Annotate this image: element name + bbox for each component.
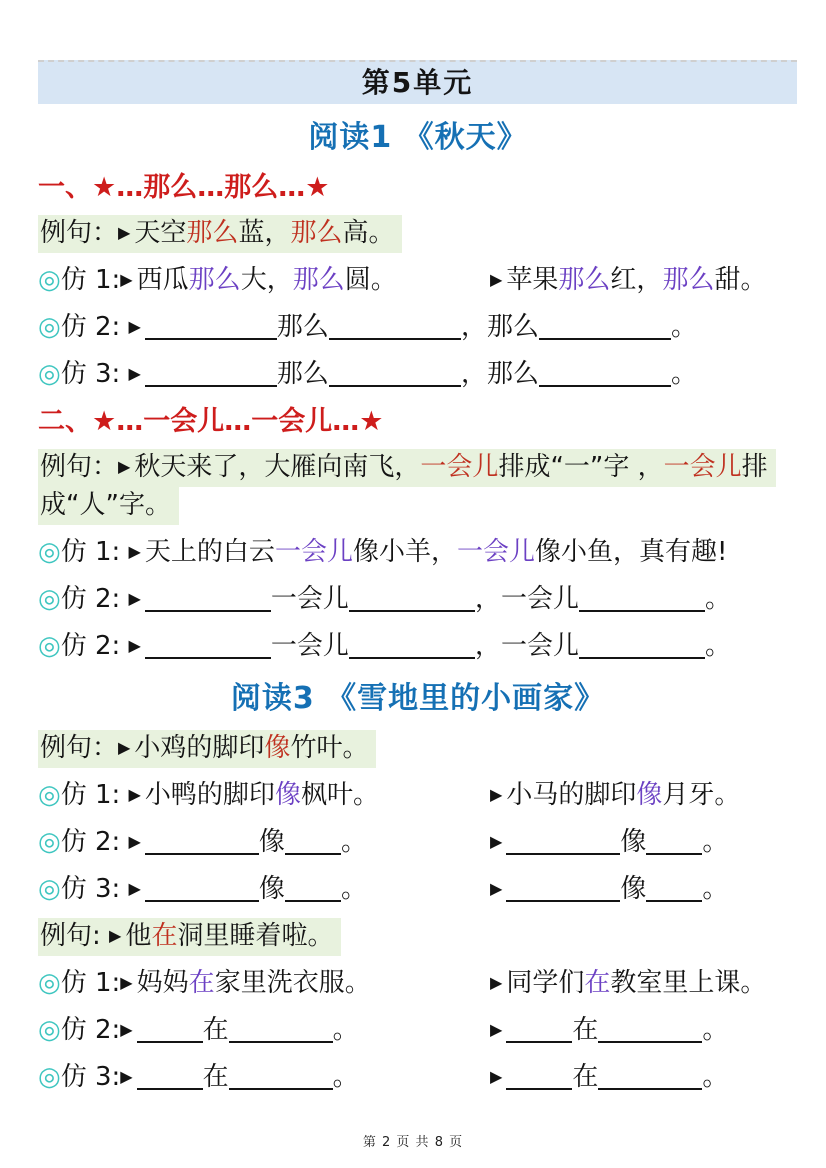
triangle-bullet-icon: ▶	[490, 1067, 503, 1086]
triangle-bullet-icon: ▶	[128, 542, 141, 561]
text-segment: 仿 2:	[60, 1015, 121, 1045]
text-segment: 仿 2:	[60, 827, 129, 857]
text-segment: 。	[340, 827, 367, 857]
left-column	[38, 1011, 490, 1049]
text-segment: 小鸡的脚印	[134, 733, 265, 763]
exercise-row	[38, 308, 798, 346]
text-segment: 排成“一”字 ，	[498, 452, 664, 482]
text-segment: 。	[704, 631, 731, 661]
green-highlight	[38, 215, 402, 253]
ring-icon: ◎	[38, 631, 61, 661]
reading-title: 阅读1 《秋天》	[308, 120, 528, 155]
text-segment: 仿 1:	[60, 265, 121, 295]
text-segment: 天上的白云	[144, 537, 275, 567]
triangle-bullet-icon: ▶	[118, 457, 131, 476]
text-segment: 竹叶。	[290, 733, 369, 763]
text-segment: 像	[620, 827, 647, 857]
left-column	[38, 1058, 490, 1096]
answer-blank	[145, 382, 277, 387]
exercise-row	[38, 533, 798, 571]
text-segment: 在	[202, 1015, 229, 1045]
text-segment: 那么	[662, 265, 715, 295]
text-segment: 那么	[276, 359, 329, 389]
triangle-bullet-icon: ▶	[490, 973, 503, 992]
exercise-row	[38, 580, 798, 618]
text-segment: 仿 2:	[60, 584, 129, 614]
text-segment: 一会儿	[663, 452, 742, 482]
triangle-bullet-icon: ▶	[120, 973, 133, 992]
text-segment: 那么	[188, 265, 241, 295]
triangle-bullet-icon: ▶	[490, 832, 503, 851]
ring-icon: ◎	[38, 537, 61, 567]
triangle-bullet-icon: ▶	[118, 738, 131, 757]
text-segment: 苹果	[506, 265, 559, 295]
answer-blank	[137, 1038, 203, 1043]
green-highlight	[38, 730, 376, 768]
triangle-bullet-icon: ▶	[120, 1020, 133, 1039]
answer-blank	[329, 382, 461, 387]
right-column	[490, 261, 798, 299]
exercise-row	[38, 355, 798, 393]
text-segment: 像小羊，	[352, 537, 457, 567]
example-row	[38, 214, 798, 252]
green-highlight	[38, 918, 341, 956]
triangle-bullet-icon: ▶	[490, 879, 503, 898]
triangle-bullet-icon: ▶	[490, 1020, 503, 1039]
right-column	[490, 1058, 798, 1096]
text-segment: 蓝，	[238, 218, 291, 248]
triangle-bullet-icon: ▶	[128, 364, 141, 383]
text-segment: 例句:	[40, 921, 110, 951]
text-segment: 秋天来了，大雁向南飞，	[134, 452, 421, 482]
ring-icon: ◎	[38, 827, 61, 857]
answer-blank	[506, 1085, 572, 1090]
reading-title: 阅读3 《雪地里的小画家》	[230, 681, 606, 716]
answer-blank	[145, 897, 259, 902]
answer-blank	[506, 1038, 572, 1043]
text-segment: 他	[125, 921, 152, 951]
row-content	[38, 730, 376, 768]
ring-icon: ◎	[38, 968, 61, 998]
example-row	[38, 729, 798, 767]
text-segment: 像	[620, 874, 647, 904]
text-segment: 像	[274, 780, 301, 810]
triangle-bullet-icon: ▶	[120, 1067, 133, 1086]
section-heading: 二、★…一会儿…一会儿…★	[38, 406, 384, 437]
answer-blank	[285, 850, 341, 855]
text-segment: 一会儿	[420, 452, 499, 482]
worksheet-body	[38, 117, 798, 1096]
text-segment: 像	[258, 874, 285, 904]
text-segment: 小鸭的脚印	[144, 780, 275, 810]
triangle-bullet-icon: ▶	[128, 636, 141, 655]
text-segment: 那么	[486, 312, 539, 342]
text-segment: 。	[702, 1015, 729, 1045]
exercise-row	[38, 1011, 798, 1049]
text-segment: 。	[702, 1062, 729, 1092]
text-segment: 家里洗衣服。	[214, 968, 371, 998]
left-column	[38, 776, 490, 814]
text-segment: 红，	[610, 265, 663, 295]
text-segment: 例句：	[40, 452, 119, 482]
answer-blank	[229, 1038, 333, 1043]
example-row	[38, 448, 798, 524]
text-segment: 小马的脚印	[506, 780, 637, 810]
text-segment: 那么	[186, 218, 239, 248]
row-content	[38, 918, 341, 956]
triangle-bullet-icon: ▶	[128, 879, 141, 898]
section-heading: 一、★…那么…那么…★	[38, 172, 330, 203]
text-segment: 例句：	[40, 218, 119, 248]
triangle-bullet-icon: ▶	[128, 589, 141, 608]
text-segment: 在	[188, 968, 215, 998]
right-column	[490, 776, 798, 814]
ring-icon: ◎	[38, 874, 61, 904]
row-content	[38, 359, 697, 389]
text-segment: 在	[151, 921, 178, 951]
answer-blank	[145, 335, 277, 340]
triangle-bullet-icon: ▶	[118, 223, 131, 242]
text-segment: 仿 1:	[60, 537, 129, 567]
text-segment: 像	[258, 827, 285, 857]
text-segment: 那么	[558, 265, 611, 295]
answer-blank	[285, 897, 341, 902]
ring-icon: ◎	[38, 312, 61, 342]
text-segment: 一会儿	[270, 631, 349, 661]
right-column	[490, 870, 798, 908]
triangle-bullet-icon: ▶	[128, 785, 141, 804]
text-segment: ，一会儿	[474, 631, 579, 661]
answer-blank	[646, 850, 702, 855]
triangle-bullet-icon: ▶	[128, 832, 141, 851]
text-segment: 排成“人”字。	[40, 452, 768, 520]
answer-blank	[145, 607, 271, 612]
ring-icon: ◎	[38, 1062, 61, 1092]
row-content	[38, 449, 776, 525]
text-segment: 。	[332, 1015, 359, 1045]
text-segment: 仿 3:	[60, 359, 129, 389]
exercise-row	[38, 627, 798, 665]
text-segment: 天空	[134, 218, 187, 248]
text-segment: 。	[670, 359, 697, 389]
text-segment: 月牙。	[662, 780, 741, 810]
text-segment: 同学们	[506, 968, 585, 998]
ring-icon: ◎	[38, 1015, 61, 1045]
text-segment: 。	[702, 874, 729, 904]
text-segment: 在	[584, 968, 611, 998]
text-segment: 仿 2:	[60, 312, 129, 342]
text-segment: 一会儿	[270, 584, 349, 614]
text-segment: 仿 2:	[60, 631, 129, 661]
left-column	[38, 261, 490, 299]
text-segment: 甜。	[714, 265, 767, 295]
answer-blank	[349, 607, 475, 612]
answer-blank	[539, 335, 671, 340]
text-segment: 像小鱼，真有趣!	[534, 537, 728, 567]
ring-icon: ◎	[38, 584, 61, 614]
text-segment: 。	[332, 1062, 359, 1092]
text-segment: 。	[702, 827, 729, 857]
text-segment: 。	[670, 312, 697, 342]
triangle-bullet-icon: ▶	[490, 785, 503, 804]
triangle-bullet-icon: ▶	[120, 270, 133, 289]
text-segment: 仿 3:	[60, 874, 129, 904]
text-segment: ，	[460, 312, 487, 342]
answer-blank	[349, 654, 475, 659]
row-content	[38, 631, 731, 661]
left-column	[38, 964, 490, 1002]
exercise-row	[38, 261, 798, 299]
text-segment: ，一会儿	[474, 584, 579, 614]
text-segment: 那么	[292, 265, 345, 295]
text-segment: 一会儿	[274, 537, 353, 567]
text-segment: 在	[202, 1062, 229, 1092]
answer-blank	[145, 850, 259, 855]
answer-blank	[598, 1085, 702, 1090]
text-segment: 一会儿	[456, 537, 535, 567]
text-segment: 那么	[290, 218, 343, 248]
text-segment: 西瓜	[136, 265, 189, 295]
answer-blank	[646, 897, 702, 902]
answer-blank	[229, 1085, 333, 1090]
right-column	[490, 964, 798, 1002]
text-segment: 那么	[276, 312, 329, 342]
answer-blank	[145, 654, 271, 659]
left-column	[38, 823, 490, 861]
exercise-row	[38, 964, 798, 1002]
exercise-row	[38, 870, 798, 908]
text-segment: 仿 1:	[60, 780, 129, 810]
text-segment: 大，	[240, 265, 293, 295]
ring-icon: ◎	[38, 265, 61, 295]
green-highlight	[38, 449, 776, 525]
unit-title: 第5单元	[361, 66, 474, 99]
text-segment: 洞里睡着啦。	[177, 921, 334, 951]
exercise-row	[38, 823, 798, 861]
text-segment: ，	[460, 359, 487, 389]
text-segment: 例句：	[40, 733, 119, 763]
exercise-row	[38, 776, 798, 814]
row-content	[38, 537, 727, 567]
text-segment: 那么	[486, 359, 539, 389]
text-segment: 在	[572, 1062, 599, 1092]
text-segment: 妈妈	[136, 968, 189, 998]
ring-icon: ◎	[38, 359, 61, 389]
answer-blank	[329, 335, 461, 340]
text-segment: 枫叶。	[300, 780, 379, 810]
answer-blank	[506, 850, 620, 855]
left-column	[38, 870, 490, 908]
answer-blank	[539, 382, 671, 387]
answer-blank	[137, 1085, 203, 1090]
text-segment: 像	[636, 780, 663, 810]
triangle-bullet-icon: ▶	[109, 926, 122, 945]
unit-header	[38, 60, 797, 104]
answer-blank	[579, 654, 705, 659]
row-content	[38, 312, 697, 342]
text-segment: 圆。	[344, 265, 397, 295]
text-segment: 仿 3:	[60, 1062, 121, 1092]
triangle-bullet-icon: ▶	[490, 270, 503, 289]
row-content	[38, 584, 731, 614]
text-segment: 教室里上课。	[610, 968, 767, 998]
row-content	[38, 215, 402, 253]
text-segment: 像	[264, 733, 291, 763]
answer-blank	[598, 1038, 702, 1043]
right-column	[490, 823, 798, 861]
text-segment: 高。	[342, 218, 395, 248]
ring-icon: ◎	[38, 780, 61, 810]
answer-blank	[506, 897, 620, 902]
text-segment: 在	[572, 1015, 599, 1045]
answer-blank	[579, 607, 705, 612]
triangle-bullet-icon: ▶	[128, 317, 141, 336]
page-footer: 第 2 页 共 8 页	[362, 1135, 464, 1150]
right-column	[490, 1011, 798, 1049]
exercise-row	[38, 1058, 798, 1096]
text-segment: 。	[340, 874, 367, 904]
example-row	[38, 917, 798, 955]
text-segment: 仿 1:	[60, 968, 121, 998]
text-segment: 。	[704, 584, 731, 614]
